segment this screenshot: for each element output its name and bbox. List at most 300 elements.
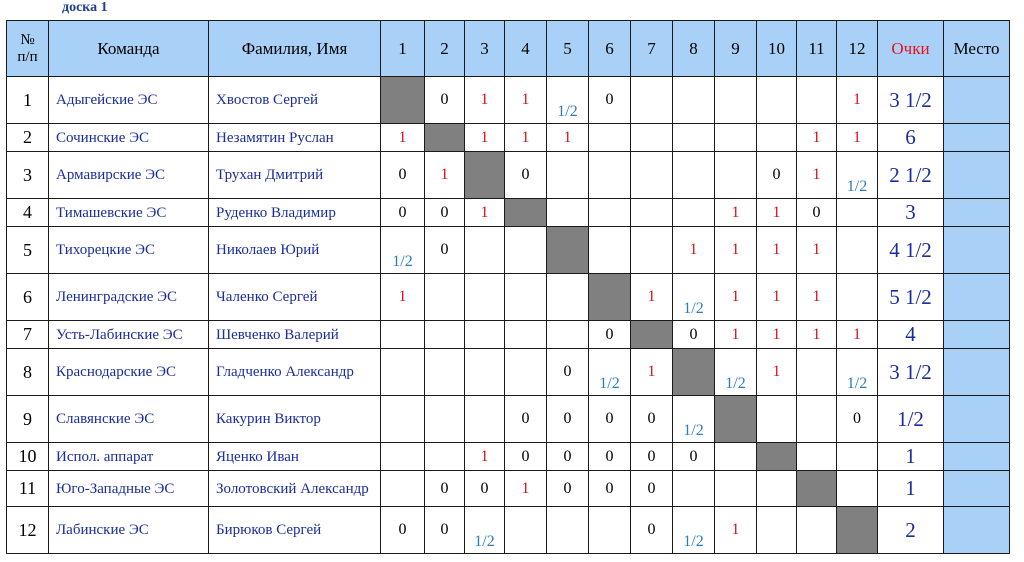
score-loss: 0 (563, 447, 572, 465)
score-loss: 0 (772, 166, 781, 183)
team-name: Тихорецкие ЭС (49, 227, 209, 274)
table-row (7, 396, 1010, 443)
row-number: 11 (7, 471, 49, 507)
score-cell (757, 507, 797, 554)
total-points: 6 (878, 124, 944, 152)
score-cell (797, 274, 837, 321)
score-cell (757, 471, 797, 507)
score-cell (589, 124, 631, 152)
score-win: 1 (853, 128, 861, 146)
score-cell (465, 199, 505, 227)
player-name: Гладченко Александр (209, 349, 381, 396)
score-win: 1 (440, 166, 449, 183)
score-draw: 1/2 (846, 178, 868, 195)
score-cell (631, 349, 673, 396)
table-row (7, 349, 1010, 396)
header-col-4: 4 (505, 21, 547, 77)
score-cell (589, 227, 631, 274)
total-points: 4 (878, 321, 944, 349)
total-points: 5 1/2 (878, 274, 944, 321)
diagonal-cell (631, 321, 673, 349)
score-loss: 0 (605, 410, 614, 427)
score-cell (631, 471, 673, 507)
score-cell (381, 507, 425, 554)
place-cell (944, 321, 1010, 349)
score-cell (757, 199, 797, 227)
score-draw: 1/2 (725, 375, 746, 392)
score-cell (715, 124, 757, 152)
score-cell (505, 227, 547, 274)
score-cell (425, 321, 465, 349)
team-name: Юго-Западные ЭС (49, 471, 209, 507)
score-cell (589, 443, 631, 471)
diagonal-cell (381, 77, 425, 124)
score-cell (715, 349, 757, 396)
score-cell (505, 321, 547, 349)
team-name: Испол. аппарат (49, 443, 209, 471)
row-number: 2 (7, 124, 49, 152)
score-cell (837, 227, 878, 274)
score-loss: 0 (398, 521, 407, 538)
score-cell (797, 396, 837, 443)
score-cell (381, 443, 425, 471)
score-cell (425, 507, 465, 554)
team-name: Лабинские ЭС (49, 507, 209, 554)
score-loss: 0 (605, 479, 614, 497)
score-cell (381, 274, 425, 321)
table-row (7, 321, 1010, 349)
score-cell (505, 507, 547, 554)
score-win: 1 (480, 128, 489, 146)
score-cell (589, 396, 631, 443)
header-col-8: 8 (673, 21, 715, 77)
score-cell (715, 152, 757, 199)
score-cell (797, 321, 837, 349)
score-cell (797, 349, 837, 396)
score-cell (381, 396, 425, 443)
header-points: Очки (878, 21, 944, 77)
score-cell (757, 396, 797, 443)
table-row (7, 471, 1010, 507)
diagonal-cell (797, 471, 837, 507)
score-win: 1 (731, 203, 740, 221)
score-cell (837, 152, 878, 199)
score-cell (715, 227, 757, 274)
score-cell (589, 77, 631, 124)
score-cell (673, 227, 715, 274)
score-cell (547, 443, 589, 471)
score-win: 1 (812, 325, 821, 343)
score-cell (837, 77, 878, 124)
row-number: 6 (7, 274, 49, 321)
table-row (7, 227, 1010, 274)
diagonal-cell (837, 507, 878, 554)
score-cell (465, 124, 505, 152)
score-win: 1 (772, 203, 781, 221)
score-cell (673, 274, 715, 321)
score-cell (715, 471, 757, 507)
score-cell (673, 443, 715, 471)
table-row (7, 507, 1010, 554)
score-cell (673, 199, 715, 227)
score-loss: 0 (521, 447, 530, 465)
player-name: Хвостов Сергей (209, 77, 381, 124)
score-loss: 0 (647, 521, 656, 538)
score-loss: 0 (647, 479, 656, 497)
score-cell (425, 274, 465, 321)
score-cell (381, 199, 425, 227)
score-cell (837, 349, 878, 396)
score-win: 1 (398, 128, 407, 146)
row-number: 4 (7, 199, 49, 227)
score-loss: 0 (605, 91, 614, 108)
score-cell (797, 507, 837, 554)
score-cell (547, 274, 589, 321)
score-loss: 0 (563, 363, 572, 380)
team-name: Тимашевские ЭС (49, 199, 209, 227)
team-name: Славянские ЭС (49, 396, 209, 443)
team-name: Армавирские ЭС (49, 152, 209, 199)
score-cell (757, 152, 797, 199)
score-win: 1 (812, 166, 821, 183)
header-col-3: 3 (465, 21, 505, 77)
row-number: 7 (7, 321, 49, 349)
team-name: Краснодарские ЭС (49, 349, 209, 396)
total-points: 2 1/2 (878, 152, 944, 199)
score-win: 1 (731, 288, 740, 305)
score-loss: 0 (563, 410, 572, 427)
score-cell (465, 349, 505, 396)
player-name: Золотовский Александр (209, 471, 381, 507)
place-cell (944, 227, 1010, 274)
score-cell (715, 274, 757, 321)
score-cell (673, 507, 715, 554)
team-name: Ленинградские ЭС (49, 274, 209, 321)
score-win: 1 (480, 91, 489, 108)
player-name: Руденко Владимир (209, 199, 381, 227)
place-cell (944, 349, 1010, 396)
score-cell (465, 396, 505, 443)
score-win: 1 (647, 288, 656, 305)
score-cell (673, 321, 715, 349)
score-cell (673, 471, 715, 507)
score-cell (797, 152, 837, 199)
score-cell (505, 443, 547, 471)
score-loss: 0 (440, 91, 449, 108)
crosstable (6, 20, 1010, 554)
score-cell (547, 152, 589, 199)
score-cell (589, 321, 631, 349)
score-win: 1 (480, 203, 489, 221)
score-win: 1 (521, 128, 530, 146)
row-number: 10 (7, 443, 49, 471)
score-cell (715, 321, 757, 349)
score-cell (547, 349, 589, 396)
score-cell (547, 396, 589, 443)
score-win: 1 (812, 241, 821, 258)
place-cell (944, 507, 1010, 554)
score-loss: 0 (398, 166, 407, 183)
score-loss: 0 (647, 447, 656, 465)
score-loss: 0 (563, 479, 572, 497)
score-cell (837, 199, 878, 227)
score-cell (757, 349, 797, 396)
total-points: 4 1/2 (878, 227, 944, 274)
score-cell (589, 471, 631, 507)
place-cell (944, 471, 1010, 507)
player-name: Трухан Дмитрий (209, 152, 381, 199)
score-cell (589, 199, 631, 227)
score-cell (797, 77, 837, 124)
score-cell (505, 349, 547, 396)
player-name: Николаев Юрий (209, 227, 381, 274)
header-col-12: 12 (837, 21, 878, 77)
row-number: 9 (7, 396, 49, 443)
score-cell (757, 227, 797, 274)
player-name: Незамятин Руслан (209, 124, 381, 152)
score-win: 1 (480, 447, 489, 465)
score-cell (381, 227, 425, 274)
score-cell (381, 471, 425, 507)
score-loss: 0 (853, 410, 861, 427)
score-cell (505, 77, 547, 124)
diagonal-cell (425, 124, 465, 152)
score-cell (837, 274, 878, 321)
score-draw: 1/2 (599, 375, 620, 392)
header-place: Место (944, 21, 1010, 77)
header-team: Команда (49, 21, 209, 77)
score-win: 1 (563, 128, 572, 146)
score-cell (381, 349, 425, 396)
header-col-10: 10 (757, 21, 797, 77)
score-cell (673, 77, 715, 124)
diagonal-cell (589, 274, 631, 321)
score-cell (465, 471, 505, 507)
score-loss: 0 (440, 521, 449, 538)
row-number: 12 (7, 507, 49, 554)
score-win: 1 (853, 91, 861, 108)
score-cell (547, 507, 589, 554)
place-cell (944, 274, 1010, 321)
total-points: 1 (878, 443, 944, 471)
score-cell (381, 152, 425, 199)
score-loss: 0 (440, 203, 449, 221)
score-cell (837, 396, 878, 443)
score-cell (837, 321, 878, 349)
diagonal-cell (465, 152, 505, 199)
score-loss: 0 (812, 203, 821, 221)
score-win: 1 (772, 325, 781, 343)
total-points: 3 1/2 (878, 77, 944, 124)
score-cell (589, 152, 631, 199)
player-name: Какурин Виктор (209, 396, 381, 443)
diagonal-cell (673, 349, 715, 396)
team-name: Сочинские ЭС (49, 124, 209, 152)
score-loss: 0 (689, 447, 698, 465)
score-cell (631, 396, 673, 443)
score-draw: 1/2 (683, 422, 704, 439)
total-points: 3 1/2 (878, 349, 944, 396)
table-row (7, 152, 1010, 199)
header-col-11: 11 (797, 21, 837, 77)
place-cell (944, 152, 1010, 199)
score-cell (465, 227, 505, 274)
header-row (7, 21, 1010, 77)
score-cell (547, 471, 589, 507)
score-cell (631, 443, 673, 471)
score-win: 1 (853, 325, 861, 343)
score-cell (673, 152, 715, 199)
table-row (7, 77, 1010, 124)
row-number: 1 (7, 77, 49, 124)
score-cell (631, 274, 673, 321)
score-cell (797, 227, 837, 274)
total-points: 1 (878, 471, 944, 507)
score-draw: 1/2 (683, 300, 704, 317)
score-cell (425, 349, 465, 396)
score-cell (465, 507, 505, 554)
place-cell (944, 124, 1010, 152)
score-cell (505, 274, 547, 321)
header-col-2: 2 (425, 21, 465, 77)
diagonal-cell (757, 443, 797, 471)
score-cell (757, 124, 797, 152)
score-draw: 1/2 (846, 375, 868, 392)
score-cell (631, 152, 673, 199)
score-cell (715, 199, 757, 227)
score-cell (505, 152, 547, 199)
score-loss: 0 (521, 166, 530, 183)
score-cell (715, 77, 757, 124)
score-cell (837, 443, 878, 471)
score-cell (631, 199, 673, 227)
score-cell (757, 77, 797, 124)
score-cell (589, 507, 631, 554)
score-win: 1 (398, 288, 407, 305)
score-cell (547, 321, 589, 349)
score-win: 1 (689, 241, 698, 258)
score-cell (631, 227, 673, 274)
score-cell (425, 396, 465, 443)
score-loss: 0 (605, 325, 614, 343)
score-cell (425, 77, 465, 124)
score-cell (797, 124, 837, 152)
table-row (7, 274, 1010, 321)
place-cell (944, 443, 1010, 471)
score-cell (425, 152, 465, 199)
score-cell (715, 443, 757, 471)
score-win: 1 (812, 288, 821, 305)
score-cell (673, 396, 715, 443)
score-cell (425, 199, 465, 227)
score-cell (505, 124, 547, 152)
score-loss: 0 (398, 203, 407, 221)
score-cell (465, 77, 505, 124)
score-loss: 0 (689, 325, 698, 343)
score-win: 1 (521, 91, 530, 108)
score-loss: 0 (480, 479, 489, 497)
score-draw: 1/2 (683, 533, 704, 550)
score-cell (505, 471, 547, 507)
board-caption: доска 1 (62, 0, 108, 15)
row-number: 8 (7, 349, 49, 396)
score-cell (505, 396, 547, 443)
score-cell (673, 124, 715, 152)
total-points: 3 (878, 199, 944, 227)
score-win: 1 (647, 363, 656, 380)
score-loss: 0 (440, 479, 449, 497)
team-name: Адыгейские ЭС (49, 77, 209, 124)
score-win: 1 (772, 241, 781, 258)
score-draw: 1/2 (557, 103, 578, 120)
place-cell (944, 396, 1010, 443)
header-col-9: 9 (715, 21, 757, 77)
score-loss: 0 (521, 410, 530, 427)
place-cell (944, 77, 1010, 124)
score-loss: 0 (605, 447, 614, 465)
score-cell (589, 349, 631, 396)
diagonal-cell (547, 227, 589, 274)
place-cell (944, 199, 1010, 227)
score-cell (425, 471, 465, 507)
score-cell (381, 124, 425, 152)
table-body (7, 77, 1010, 554)
header-number: № п/п (7, 21, 49, 77)
diagonal-cell (715, 396, 757, 443)
score-cell (547, 124, 589, 152)
diagonal-cell (505, 199, 547, 227)
player-name: Чаленко Сергей (209, 274, 381, 321)
player-name: Шевченко Валерий (209, 321, 381, 349)
header-col-6: 6 (589, 21, 631, 77)
score-cell (797, 199, 837, 227)
score-cell (715, 507, 757, 554)
score-win: 1 (812, 128, 821, 146)
row-number: 3 (7, 152, 49, 199)
score-cell (837, 124, 878, 152)
score-cell (381, 321, 425, 349)
player-name: Яценко Иван (209, 443, 381, 471)
score-draw: 1/2 (392, 253, 413, 270)
table-row (7, 124, 1010, 152)
score-cell (465, 443, 505, 471)
row-number: 5 (7, 227, 49, 274)
header-col-7: 7 (631, 21, 673, 77)
score-win: 1 (772, 363, 781, 380)
score-win: 1 (772, 288, 781, 305)
header-col-5: 5 (547, 21, 589, 77)
score-cell (631, 507, 673, 554)
header-name: Фамилия, Имя (209, 21, 381, 77)
total-points: 2 (878, 507, 944, 554)
score-cell (631, 124, 673, 152)
header-col-1: 1 (381, 21, 425, 77)
table-row (7, 443, 1010, 471)
team-name: Усть-Лабинские ЭС (49, 321, 209, 349)
score-win: 1 (731, 241, 740, 258)
table-row (7, 199, 1010, 227)
score-cell (797, 443, 837, 471)
score-win: 1 (521, 479, 530, 497)
score-draw: 1/2 (474, 533, 495, 550)
score-cell (425, 443, 465, 471)
total-points: 1/2 (878, 396, 944, 443)
score-loss: 0 (647, 410, 656, 427)
score-cell (757, 321, 797, 349)
score-cell (547, 199, 589, 227)
score-cell (547, 77, 589, 124)
score-win: 1 (731, 521, 740, 538)
